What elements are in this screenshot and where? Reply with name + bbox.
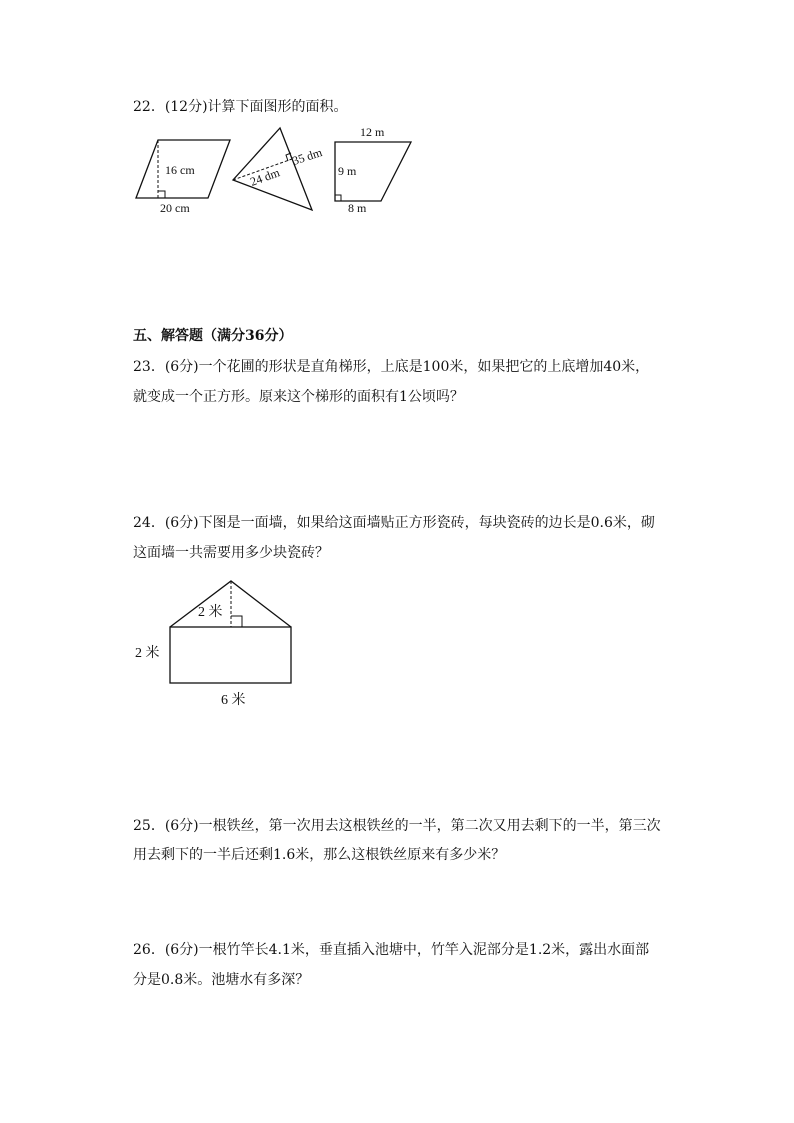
wall-figure: [130, 578, 300, 710]
roof-height-label: 2 米: [198, 605, 223, 620]
section-title: 五、解答题（满分36分）: [133, 328, 293, 344]
triangle-height-label: 35 dm: [290, 145, 324, 168]
q22-text: 22．(12分)计算下面图形的面积。: [133, 99, 348, 115]
q23-line1: 23．(6分)一个花圃的形状是直角梯形，上底是100米，如果把它的上底增加40米，: [133, 359, 650, 375]
parallelogram-height-label: 16 cm: [165, 163, 195, 177]
q26-line1: 26．(6分)一根竹竿长4.1米，垂直插入池塘中，竹竿入泥部分是1.2米，露出水面部: [133, 942, 650, 958]
q25-line2: 用去剩下的一半后还剩1.6米，那么这根铁丝原来有多少米？: [133, 847, 506, 863]
q26-line2: 分是0.8米。池塘水有多深？: [133, 972, 310, 988]
trapezoid-bottom-label: 8 m: [348, 201, 367, 215]
trapezoid-height-label: 9 m: [338, 164, 357, 178]
triangle-base-label: 24 dm: [248, 165, 282, 189]
q25-line1: 25．(6分)一根铁丝，第一次用去这根铁丝的一半，第二次又用去剩下的一半，第三次: [133, 818, 661, 834]
triangle-figure: [230, 125, 340, 215]
trapezoid-figure: [330, 124, 420, 220]
q23-line2: 就变成一个正方形。原来这个梯形的面积有1公顷吗？: [133, 389, 464, 405]
parallelogram-figure: [130, 134, 240, 220]
trapezoid-top-label: 12 m: [360, 125, 385, 139]
q24-line1: 24．(6分)下图是一面墙，如果给这面墙贴正方形瓷砖，每块瓷砖的边长是0.6米，砌: [133, 515, 655, 531]
wall-height-label: 2 米: [135, 646, 160, 661]
q24-line2: 这面墙一共需要用多少块瓷砖？: [133, 545, 329, 561]
wall-width-label: 6 米: [221, 693, 246, 708]
parallelogram-base-label: 20 cm: [160, 201, 190, 215]
